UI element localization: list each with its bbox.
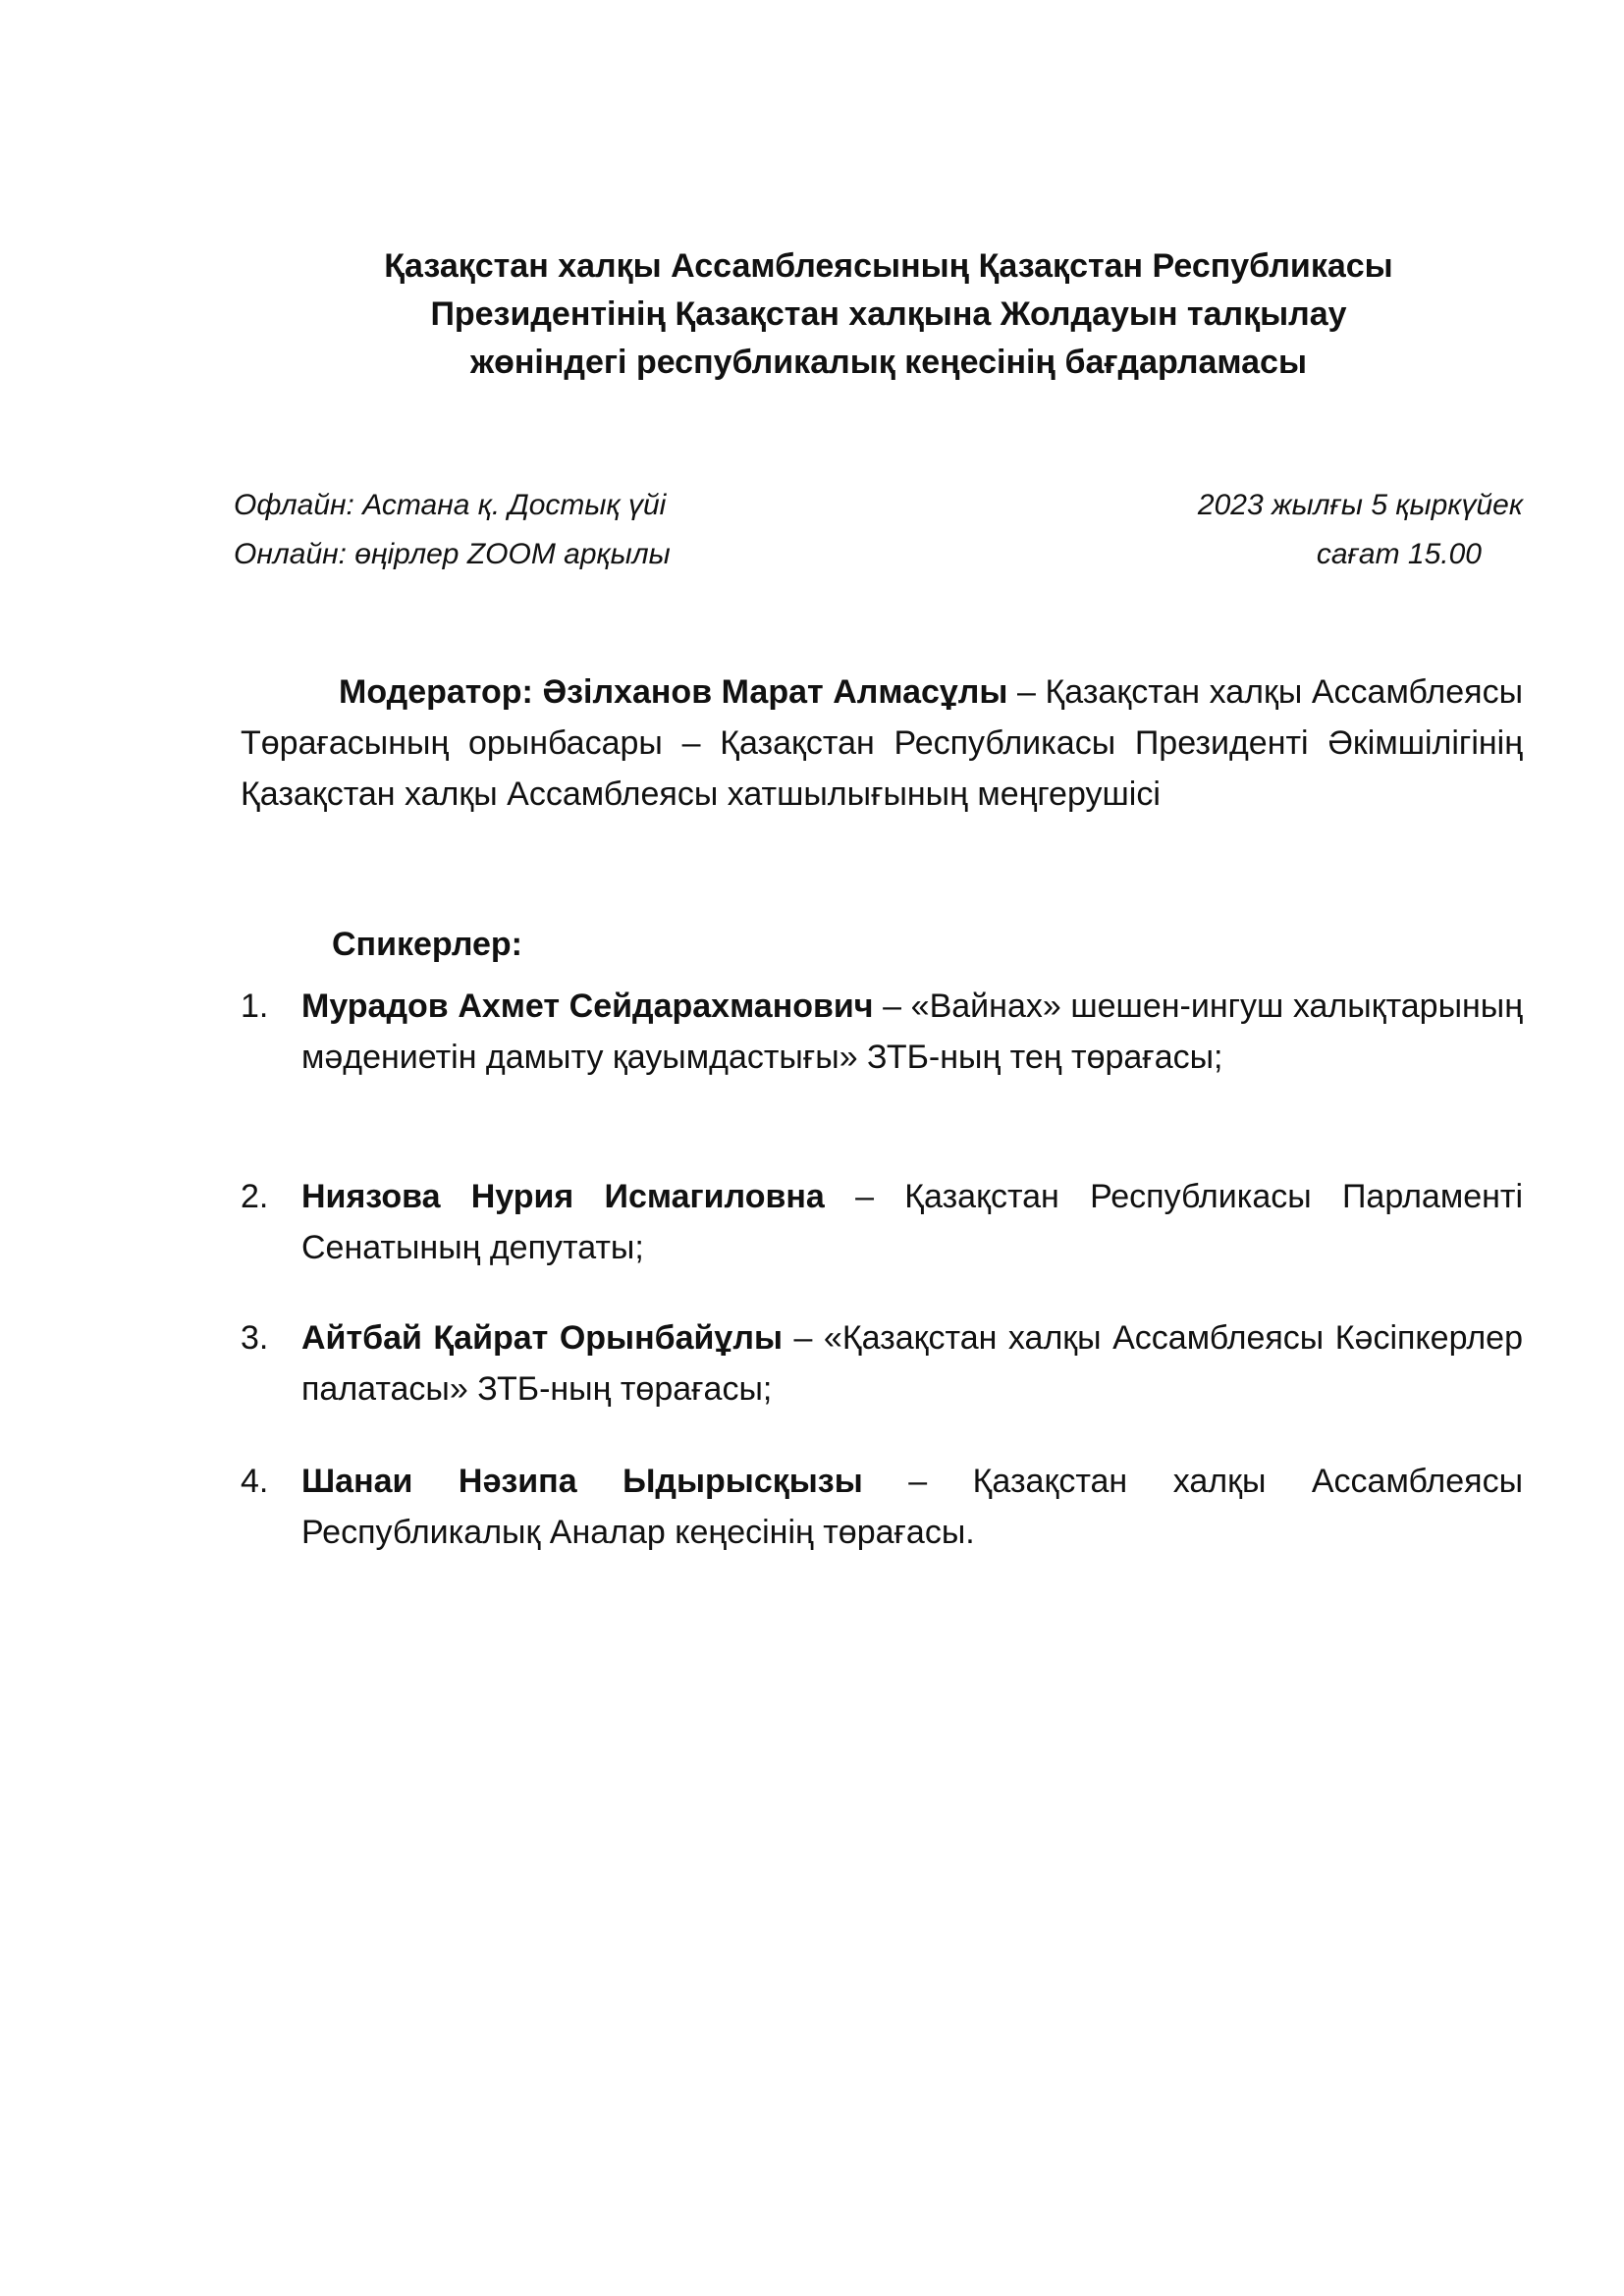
- title-line-1: Қазақстан халқы Ассамблеясының Қазақстан Республикасы: [384, 247, 1393, 285]
- moderator-description: – Қазақстан халқы Ассамблеясы Төрағасының орынбасары – Қазақстан Республикасы Президенті Әкімшілігінің Қазақстан халқы Ассамблеясы хатшылығының меңгерушісі: [241, 673, 1524, 813]
- event-time: сағат 15.00: [1316, 538, 1482, 570]
- speaker-text: [301, 1312, 1523, 1415]
- offline-location: Офлайн: Астана қ. Достық үйі: [234, 489, 667, 521]
- speaker-description: – Қазақстан Республикасы Парламенті Сенатының депутаты;: [301, 1178, 1523, 1266]
- speaker-text: [301, 1456, 1523, 1558]
- speaker-description: – «Қазақстан халқы Ассамблеясы Кәсіпкерлер палатасы» ЗТБ-ның төрағасы;: [301, 1319, 1523, 1408]
- event-details-row-1: [234, 481, 1523, 530]
- speaker-name: Мурадов Ахмет Сейдарахманович: [301, 988, 874, 1025]
- title-line-3: жөніндегі республикалық кеңесінің бағдарламасы: [470, 344, 1307, 381]
- speaker-item: [241, 1312, 1523, 1415]
- event-date: 2023 жылғы 5 қыркүйек: [1197, 489, 1523, 521]
- speakers-heading: Спикерлер:: [332, 926, 522, 963]
- moderator-label: Модератор: Әзілханов Марат Алмасұлы: [339, 673, 1008, 711]
- speaker-number: 3.: [241, 1319, 269, 1357]
- speaker-item: [241, 1171, 1523, 1273]
- moderator-paragraph: [241, 667, 1523, 820]
- document-title: [241, 242, 1537, 387]
- event-details: [234, 481, 1523, 579]
- speaker-name: Ниязова Нурия Исмагиловна: [301, 1178, 825, 1215]
- event-details-row-2: [234, 530, 1523, 579]
- speaker-item: [241, 981, 1523, 1083]
- speaker-text: [301, 981, 1523, 1083]
- speaker-description: – «Вайнах» шешен-ингуш халықтарының мәдениетін дамыту қауымдастығы» ЗТБ-ның тең төрағасы;: [301, 988, 1524, 1076]
- speaker-number: 2.: [241, 1178, 269, 1215]
- speaker-name: Айтбай Қайрат Орынбайұлы: [301, 1319, 783, 1357]
- speaker-name: Шанаи Нәзипа Ыдырысқызы: [301, 1463, 863, 1500]
- speaker-number: 4.: [241, 1463, 269, 1500]
- speaker-text: [301, 1171, 1523, 1273]
- speaker-description: – Қазақстан халқы Ассамблеясы Республикалық Аналар кеңесінің төрағасы.: [301, 1463, 1523, 1551]
- title-line-2: Президентінің Қазақстан халқына Жолдауын талқылау: [430, 295, 1347, 333]
- speaker-item: [241, 1456, 1523, 1558]
- speaker-number: 1.: [241, 988, 269, 1025]
- online-location: Онлайн: өңірлер ZOOM арқылы: [234, 538, 671, 570]
